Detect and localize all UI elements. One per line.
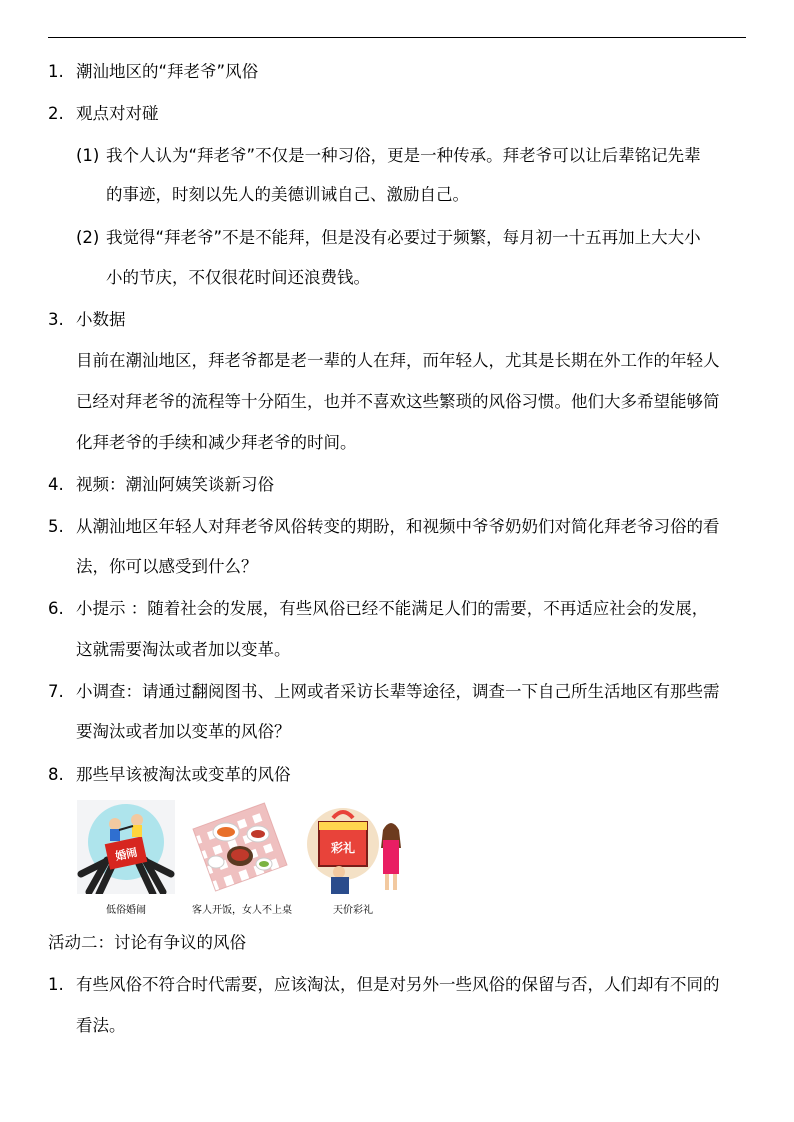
viewpoint-number: (1) <box>76 146 100 165</box>
header-rule <box>48 37 746 38</box>
item-number: 1. <box>48 62 64 81</box>
item-number: 5. <box>48 517 64 536</box>
paragraph-line: 已经对拜老爷的流程等十分陌生，也并不喜欢这些繁琐的风俗习惯。他们大多希望能够简 <box>76 392 720 411</box>
item-text: 小提示 ：随着社会的发展，有些风俗已经不能满足人们的需要，不再适应社会的发展， <box>76 599 709 618</box>
item-text: 这就需要淘汰或者加以变革。 <box>76 640 291 659</box>
image-caption: 天价彩礼 <box>333 905 373 916</box>
item-text: 视频：潮汕阿姨笑谈新习俗 <box>76 475 274 494</box>
item-text: 从潮汕地区年轻人对拜老爷风俗转变的期盼，和视频中爷爷奶奶们对简化拜老爷习俗的看 <box>76 517 720 536</box>
paragraph-line: 目前在潮汕地区，拜老爷都是老一辈的人在拜，而年轻人，尤其是长期在外工作的年轻人 <box>76 351 720 370</box>
item-text: 要淘汰或者加以变革的风俗？ <box>76 722 291 741</box>
paragraph-line: 化拜老爷的手续和减少拜老爷的时间。 <box>76 433 357 452</box>
item-number: 6. <box>48 599 64 618</box>
item-text: 有些风俗不符合时代需要，应该淘汰，但是对另外一些风俗的保留与否，人们却有不同的 <box>76 975 720 994</box>
item-text: 法，你可以感受到什么？ <box>76 557 258 576</box>
item-text: 小调查：请通过翻阅图书、上网或者采访长辈等途径，调查一下自己所生活地区有那些需 <box>76 682 720 701</box>
bride-price-illustration-icon <box>303 800 409 894</box>
viewpoint-text: 我个人认为“拜老爷”不仅是一种习俗，更是一种传承。拜老爷可以让后辈铭记先辈 <box>106 146 701 165</box>
item-number: 4. <box>48 475 64 494</box>
sign-text: 彩礼 <box>330 841 356 855</box>
sign-text: 婚闹 <box>114 845 139 864</box>
section-heading: 活动二：讨论有争议的风俗 <box>48 933 246 952</box>
item-text: 观点对对碰 <box>76 104 159 123</box>
viewpoint-number: (2) <box>76 228 100 247</box>
item-number: 7. <box>48 682 64 701</box>
item-number: 3. <box>48 310 64 329</box>
item-text: 看法。 <box>76 1016 126 1035</box>
wedding-prank-illustration-icon <box>77 800 175 894</box>
image-caption: 客人开饭，女人不上桌 <box>192 905 292 916</box>
item-number: 1. <box>48 975 64 994</box>
viewpoint-text: 我觉得“拜老爷”不是不能拜，但是没有必要过于频繁，每月初一十五再加上大大小 <box>106 228 701 247</box>
item-text: 小数据 <box>76 310 126 329</box>
item-text: 潮汕地区的“拜老爷”风俗 <box>76 62 259 81</box>
dinner-table-illustration-icon <box>192 800 288 894</box>
item-number: 2. <box>48 104 64 123</box>
viewpoint-text: 小的节庆，不仅很花时间还浪费钱。 <box>106 268 370 287</box>
item-text: 那些早该被淘汰或变革的风俗 <box>76 765 291 784</box>
image-caption: 低俗婚闹 <box>106 905 146 916</box>
viewpoint-text: 的事迹，时刻以先人的美德训诫自己、激励自己。 <box>106 185 469 204</box>
item-number: 8. <box>48 765 64 784</box>
